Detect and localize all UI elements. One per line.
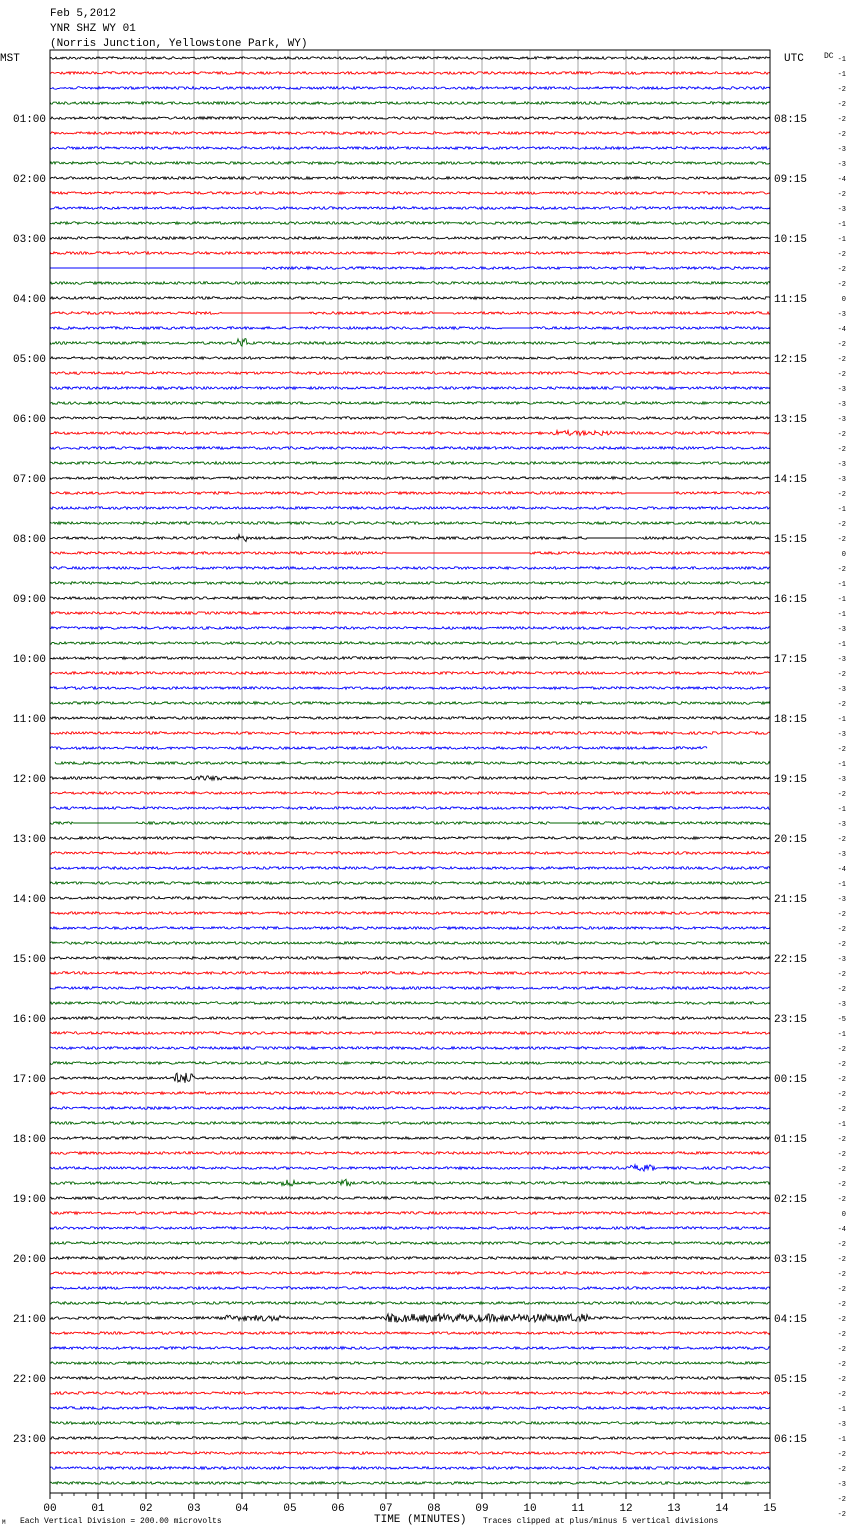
left-hour-label: 23:00 [13, 1434, 47, 1446]
trace-row-53 [50, 852, 770, 855]
trace-row-95 [50, 1482, 770, 1485]
trace-row-49 [50, 792, 770, 795]
dc-offset-value: -2 [837, 1301, 846, 1309]
trace-row-48 [50, 776, 770, 780]
dc-offset-value: -2 [837, 101, 846, 109]
dc-offset-value: -2 [837, 1256, 846, 1264]
dc-offset-value: -2 [837, 911, 846, 919]
x-tick-label: 02 [139, 1503, 153, 1515]
right-hour-label: 03:15 [774, 1254, 808, 1266]
right-hour-label: 23:15 [774, 1014, 808, 1026]
dc-offset-value: -1 [837, 1406, 846, 1414]
dc-offset-value: -1 [837, 71, 846, 79]
dc-offset-value: -3 [837, 821, 846, 829]
dc-offset-value: -3 [837, 386, 846, 394]
right-hour-label: 13:15 [774, 414, 808, 426]
trace-row-41 [50, 672, 770, 675]
trace-row-69 [50, 1092, 770, 1095]
dc-offset-value: -2 [837, 1196, 846, 1204]
trace-row-15 [50, 282, 770, 285]
trace-row-28 [50, 477, 770, 480]
dc-offset-value: -1 [837, 1121, 846, 1129]
trace-row-30 [50, 507, 770, 510]
trace-row-2 [50, 87, 770, 90]
x-tick-label: 14 [715, 1503, 729, 1515]
dc-offset-value: 0 [841, 551, 846, 559]
left-hour-label: 01:00 [13, 114, 47, 126]
dc-offset-value: -3 [837, 206, 846, 214]
right-hour-labels [774, 114, 807, 1446]
trace-row-72 [50, 1137, 770, 1140]
x-tick-label: 04 [235, 1503, 249, 1515]
x-tick-label: 01 [91, 1503, 105, 1515]
x-tick-label: 09 [475, 1503, 489, 1515]
dc-offset-value: -3 [837, 1481, 846, 1489]
dc-offset-value: -3 [837, 656, 846, 664]
trace-row-73 [50, 1152, 770, 1155]
trace-row-79 [50, 1242, 770, 1245]
trace-row-43 [50, 702, 770, 705]
dc-offset-value: -3 [837, 146, 846, 154]
trace-row-50 [50, 807, 770, 810]
trace-row-13 [50, 252, 770, 255]
trace-row-62 [50, 987, 770, 990]
dc-offset-value: -1 [837, 641, 846, 649]
trace-row-78 [50, 1227, 770, 1230]
trace-row-75 [50, 1179, 770, 1186]
trace-row-5 [50, 132, 770, 135]
trace-row-24 [50, 417, 770, 420]
right-hour-label: 01:15 [774, 1134, 808, 1146]
left-hour-label: 12:00 [13, 774, 47, 786]
grid-lines [98, 50, 722, 1493]
dc-offset-value: -1 [837, 611, 846, 619]
trace-row-17 [50, 312, 770, 315]
dc-offset-value: -4 [837, 326, 846, 334]
trace-row-45 [50, 732, 770, 735]
x-axis [43, 1493, 776, 1515]
dc-offset-value: -2 [837, 536, 846, 544]
dc-offset-value: -2 [837, 1271, 846, 1279]
dc-offset-value: -2 [837, 1106, 846, 1114]
trace-row-90 [50, 1407, 770, 1410]
trace-row-39 [50, 642, 770, 645]
left-hour-label: 21:00 [13, 1314, 47, 1326]
trace-row-38 [50, 627, 770, 630]
trace-row-7 [50, 162, 770, 165]
right-hour-label: 09:15 [774, 174, 808, 186]
dc-offset-value: -2 [837, 266, 846, 274]
dc-offset-value: -2 [837, 1136, 846, 1144]
left-hour-label: 08:00 [13, 534, 47, 546]
x-tick-label: 05 [283, 1503, 297, 1515]
trace-row-36 [50, 597, 770, 600]
trace-row-8 [50, 177, 770, 180]
header-location: (Norris Junction, Yellowstone Park, WY) [50, 38, 308, 50]
dc-offset-value: -2 [837, 191, 846, 199]
dc-offset-value: -2 [837, 1376, 846, 1384]
dc-offset-value: -2 [837, 1046, 846, 1054]
trace-row-19 [50, 339, 770, 347]
left-hour-label: 13:00 [13, 834, 47, 846]
trace-row-46 [50, 747, 707, 750]
dc-offset-value: -2 [837, 1241, 846, 1249]
x-tick-label: 12 [619, 1503, 633, 1515]
dc-offset-value: -2 [837, 281, 846, 289]
dc-offset-value: -1 [837, 506, 846, 514]
trace-row-23 [50, 402, 770, 405]
trace-row-1 [50, 72, 770, 75]
dc-offset-value: -2 [837, 701, 846, 709]
right-hour-label: 17:15 [774, 654, 808, 666]
dc-offset-value: -3 [837, 311, 846, 319]
trace-row-26 [50, 447, 770, 450]
right-timezone-label: UTC [784, 53, 804, 65]
dc-offset-value: -2 [837, 431, 846, 439]
dc-offset-value: -3 [837, 851, 846, 859]
dc-offset-value: -2 [837, 1511, 846, 1519]
trace-row-80 [50, 1257, 770, 1260]
trace-row-52 [50, 837, 770, 840]
trace-row-4 [50, 117, 770, 120]
trace-row-77 [50, 1212, 770, 1215]
right-hour-label: 16:15 [774, 594, 808, 606]
dc-offset-value: -2 [837, 1166, 846, 1174]
dc-offset-value: -1 [837, 716, 846, 724]
trace-row-63 [50, 1002, 770, 1005]
corner-mark: M [2, 1519, 6, 1526]
left-hour-label: 11:00 [13, 714, 47, 726]
header-date: Feb 5,2012 [50, 8, 117, 20]
left-hour-label: 15:00 [13, 954, 47, 966]
trace-row-71 [50, 1122, 770, 1125]
trace-row-16 [50, 297, 770, 300]
left-hour-label: 05:00 [13, 354, 47, 366]
left-hour-label: 03:00 [13, 234, 47, 246]
left-hour-label: 02:00 [13, 174, 47, 186]
trace-row-58 [50, 927, 770, 930]
dc-offset-value: -2 [837, 971, 846, 979]
trace-row-70 [50, 1107, 770, 1110]
x-tick-label: 15 [763, 1503, 777, 1515]
trace-row-35 [50, 582, 770, 585]
left-hour-label: 20:00 [13, 1254, 47, 1266]
plot-frame [50, 50, 770, 1493]
dc-offset-value: -2 [837, 791, 846, 799]
dc-offset-value: -1 [837, 1031, 846, 1039]
trace-row-20 [50, 357, 770, 360]
trace-row-76 [50, 1197, 770, 1200]
trace-row-34 [50, 567, 770, 570]
dc-offset-value: -1 [837, 1436, 846, 1444]
dc-offset-value: -2 [837, 371, 846, 379]
dc-offset-value: -3 [837, 686, 846, 694]
dc-offset-value: -2 [837, 356, 846, 364]
trace-row-64 [50, 1017, 770, 1020]
dc-offset-value: -2 [837, 1151, 846, 1159]
dc-offset-value: -5 [837, 1016, 846, 1024]
dc-offset-value: -2 [837, 941, 846, 949]
right-hour-label: 04:15 [774, 1314, 808, 1326]
dc-offset-value: -3 [837, 161, 846, 169]
dc-offset-value: -2 [837, 1331, 846, 1339]
left-hour-labels [13, 114, 46, 1446]
trace-row-56 [50, 897, 770, 900]
dc-offset-value: -2 [837, 446, 846, 454]
dc-offset-value: -2 [837, 746, 846, 754]
x-tick-label: 13 [667, 1503, 681, 1515]
trace-row-12 [50, 237, 770, 240]
trace-row-21 [50, 372, 770, 375]
trace-row-81 [50, 1272, 770, 1275]
trace-row-74 [50, 1165, 770, 1171]
dc-offset-value: -1 [837, 56, 846, 64]
dc-offset-value: -4 [837, 176, 846, 184]
trace-row-9 [50, 192, 770, 195]
trace-row-67 [50, 1062, 770, 1065]
left-hour-label: 04:00 [13, 294, 47, 306]
trace-row-87 [50, 1362, 770, 1365]
header-station: YNR SHZ WY 01 [50, 23, 136, 35]
dc-offset-value: -4 [837, 1226, 846, 1234]
right-hour-label: 22:15 [774, 954, 808, 966]
dc-offset-value: -2 [837, 131, 846, 139]
trace-row-44 [50, 717, 770, 720]
x-tick-label: 00 [43, 1503, 57, 1515]
dc-offset-value: -2 [837, 1061, 846, 1069]
dc-offset-value: -2 [837, 1091, 846, 1099]
dc-offset-value: 0 [841, 1211, 846, 1219]
right-hour-label: 12:15 [774, 354, 808, 366]
right-hour-label: 02:15 [774, 1194, 808, 1206]
dc-offset-value: -1 [837, 581, 846, 589]
trace-row-86 [50, 1347, 770, 1350]
dc-offset-value: -2 [837, 671, 846, 679]
trace-row-11 [50, 222, 770, 225]
right-hour-label: 15:15 [774, 534, 808, 546]
left-hour-label: 10:00 [13, 654, 47, 666]
dc-offset-values [838, 56, 846, 1519]
trace-row-83 [50, 1302, 770, 1305]
trace-row-94 [50, 1467, 770, 1470]
dc-offset-value: -2 [837, 1181, 846, 1189]
x-axis-title: TIME (MINUTES) [374, 1514, 467, 1526]
dc-offset-value: -3 [837, 956, 846, 964]
trace-row-27 [50, 462, 770, 465]
x-tick-label: 06 [331, 1503, 345, 1515]
dc-offset-value: -3 [837, 1421, 846, 1429]
trace-row-40 [50, 657, 770, 660]
trace-row-84 [50, 1314, 770, 1322]
left-timezone-label: MST [0, 53, 20, 65]
dc-offset-value: -1 [837, 881, 846, 889]
right-hour-label: 05:15 [774, 1374, 808, 1386]
left-hour-label: 22:00 [13, 1374, 47, 1386]
trace-row-3 [50, 102, 770, 105]
dc-offset-value: -2 [837, 1076, 846, 1084]
trace-row-57 [50, 912, 770, 915]
dc-offset-value: -2 [837, 86, 846, 94]
left-hour-label: 18:00 [13, 1134, 47, 1146]
left-hour-label: 07:00 [13, 474, 47, 486]
dc-offset-value: -3 [837, 776, 846, 784]
dc-offset-value: -2 [837, 341, 846, 349]
trace-row-33 [50, 552, 770, 555]
dc-offset-value: -2 [837, 116, 846, 124]
dc-offset-value: -3 [837, 626, 846, 634]
right-hour-label: 06:15 [774, 1434, 808, 1446]
trace-row-59 [50, 942, 770, 945]
dc-offset-value: -2 [837, 1496, 846, 1504]
left-hour-label: 19:00 [13, 1194, 47, 1206]
dc-offset-value: -3 [837, 401, 846, 409]
dc-offset-value: -2 [837, 836, 846, 844]
trace-row-31 [50, 522, 770, 525]
trace-row-42 [50, 687, 770, 690]
x-tick-label: 08 [427, 1503, 441, 1515]
dc-offset-value: -2 [837, 1286, 846, 1294]
dc-offset-value: 0 [841, 296, 846, 304]
x-tick-label: 11 [571, 1503, 585, 1515]
trace-row-65 [50, 1032, 770, 1035]
right-hour-label: 14:15 [774, 474, 808, 486]
trace-row-6 [50, 147, 770, 150]
dc-offset-value: -2 [837, 1361, 846, 1369]
trace-row-61 [50, 972, 770, 975]
right-hour-label: 08:15 [774, 114, 808, 126]
trace-row-54 [50, 867, 770, 870]
right-hour-label: 00:15 [774, 1074, 808, 1086]
trace-row-25 [50, 431, 770, 436]
trace-row-92 [50, 1437, 770, 1440]
traces [50, 57, 770, 1485]
left-hour-label: 06:00 [13, 414, 47, 426]
x-tick-label: 07 [379, 1503, 393, 1515]
trace-row-91 [50, 1422, 770, 1425]
right-hour-label: 10:15 [774, 234, 808, 246]
trace-row-85 [50, 1332, 770, 1335]
dc-offset-value: -3 [837, 476, 846, 484]
trace-row-51 [50, 822, 770, 825]
right-hour-label: 21:15 [774, 894, 808, 906]
dc-label: DC [824, 52, 834, 61]
dc-offset-value: -3 [837, 461, 846, 469]
left-hour-label: 09:00 [13, 594, 47, 606]
trace-row-32 [50, 535, 770, 542]
dc-offset-value: -1 [837, 221, 846, 229]
right-hour-label: 20:15 [774, 834, 808, 846]
dc-offset-value: -2 [837, 1466, 846, 1474]
dc-offset-value: -2 [837, 1451, 846, 1459]
right-hour-label: 18:15 [774, 714, 808, 726]
dc-offset-value: -2 [837, 491, 846, 499]
trace-row-47 [55, 762, 770, 765]
x-tick-label: 10 [523, 1503, 537, 1515]
dc-offset-value: -3 [837, 1001, 846, 1009]
trace-row-66 [50, 1047, 770, 1050]
trace-row-68 [50, 1073, 770, 1083]
trace-row-93 [50, 1452, 770, 1455]
dc-offset-value: -1 [837, 236, 846, 244]
dc-offset-value: -2 [837, 251, 846, 259]
trace-row-10 [50, 207, 770, 210]
dc-offset-value: -2 [837, 566, 846, 574]
trace-row-0 [50, 57, 770, 60]
trace-row-14 [50, 267, 770, 270]
trace-row-89 [50, 1392, 770, 1395]
dc-offset-value: -3 [837, 896, 846, 904]
dc-offset-value: -2 [837, 926, 846, 934]
trace-row-18 [50, 327, 770, 330]
x-tick-label: 03 [187, 1503, 201, 1515]
trace-row-60 [50, 957, 770, 960]
left-hour-label: 14:00 [13, 894, 47, 906]
dc-offset-value: -3 [837, 731, 846, 739]
left-hour-label: 16:00 [13, 1014, 47, 1026]
trace-row-29 [50, 492, 770, 495]
scale-note: Each Vertical Division = 200.00 microvolts [20, 1517, 222, 1526]
trace-row-55 [50, 882, 770, 885]
trace-row-22 [50, 387, 770, 390]
right-hour-label: 19:15 [774, 774, 808, 786]
dc-offset-value: -2 [837, 986, 846, 994]
dc-offset-value: -1 [837, 761, 846, 769]
trace-row-82 [50, 1287, 770, 1290]
trace-row-37 [50, 612, 770, 615]
dc-offset-value: -1 [837, 806, 846, 814]
dc-offset-value: -1 [837, 596, 846, 604]
left-hour-label: 17:00 [13, 1074, 47, 1086]
clip-note: Traces clipped at plus/minus 5 vertical divisions [483, 1517, 719, 1526]
dc-offset-value: -2 [837, 1391, 846, 1399]
trace-row-88 [50, 1377, 770, 1380]
dc-offset-value: -2 [837, 521, 846, 529]
right-hour-label: 11:15 [774, 294, 808, 306]
dc-offset-value: -3 [837, 416, 846, 424]
dc-offset-value: -2 [837, 1346, 846, 1354]
dc-offset-value: -2 [837, 1316, 846, 1324]
dc-offset-value: -4 [837, 866, 846, 874]
